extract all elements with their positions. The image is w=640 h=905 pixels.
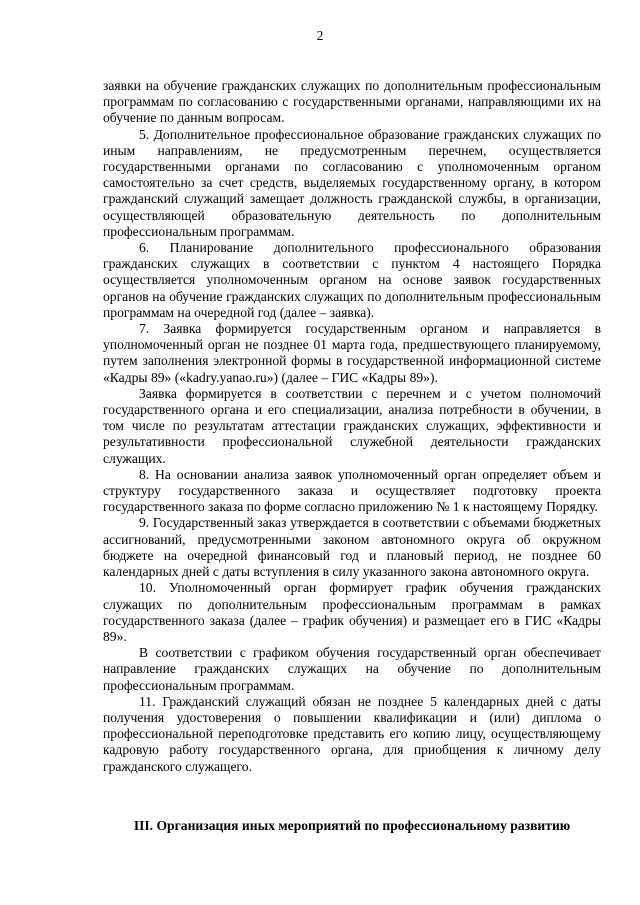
paragraph-item-7: 7. Заявка формируется государственным органом и направляется в уполномоченный орган не позднее 01 марта года, предшествующего планируемому, путем заполнения электронной формы в государственной информационной системе «Кадры 89» («kadry.yanao.ru») (далее – ГИС «Кадры 89»). [103,321,601,385]
paragraph-continuation: заявки на обучение гражданских служащих по дополнительным профессиональным программам по согласованию с государственными органами, направляющими их на обучение по данным вопросам. [103,78,601,126]
section-heading: III. Организация иных мероприятий по профессиональному развитию [133,818,571,833]
paragraph-item-10: 10. Уполномоченный орган формирует график обучения гражданских служащих по дополнительным профессиональным программам в рамках государственного заказа (далее – график обучения) и размещает его в ГИС «Кадры 89». [103,580,601,644]
paragraph-item-8: 8. На основании анализа заявок уполномоченный орган определяет объем и структуру государственного заказа и осуществляет подготовку проекта государственного заказа по форме согласно приложению № 1 к настоящему Порядку. [103,466,601,515]
paragraph-item-10-note: В соответствии с графиком обучения государственный орган обеспечивает направление гражданских служащих на обучение по дополнительным профессиональным программам. [103,645,601,693]
paragraph-item-6: 6. Планирование дополнительного профессионального образования гражданских служащих в соответствии с пунктом 4 настоящего Порядка осуществляется уполномоченным органом на основе заявок государственных органов на обучение гражданских служащих по дополнительным профессиональным программам на очередной год (далее – заявка). [103,240,601,320]
paragraph-item-11: 11. Гражданский служащий обязан не позднее 5 календарных дней с даты получения удостоверения о повышении квалификации и (или) диплома о профессиональной переподготовке представить его копию лицу, осуществляющему кадровую работу государственного органа, для приобщения к личному делу гражданского служащего. [103,693,601,774]
page-number: 2 [316,28,324,43]
paragraph-item-5: 5. Дополнительное профессиональное образование гражданских служащих по иным направлениям, не предусмотренным перечнем, осуществляется государственными органами по согласованию с уполномоченным органом самостоятельно за счет средств, выделяемых государственному органу, в котором гражданский служащий замещает должность гражданской службы, в организации, осуществляющей образовательную деятельность по дополнительным профессиональным программам. [103,126,601,239]
paragraph-item-7-note: Заявка формируется в соответствии с перечнем и с учетом полномочий государственного органа и его специализации, анализа потребности в обучении, в том числе по результатам аттестации гражданских служащих, эффективности и результативности профессиональной служебной деятельности гражданских служащих. [103,385,601,466]
document-body [103,78,601,775]
paragraph-item-9: 9. Государственный заказ утверждается в соответствии с объемами бюджетных ассигнований, предусмотренными законом автономного округа об окружном бюджете на очередной финансовый год и плановый период, не позднее 60 календарных дней с даты вступления в силу указанного закона автономного округа. [103,515,601,580]
